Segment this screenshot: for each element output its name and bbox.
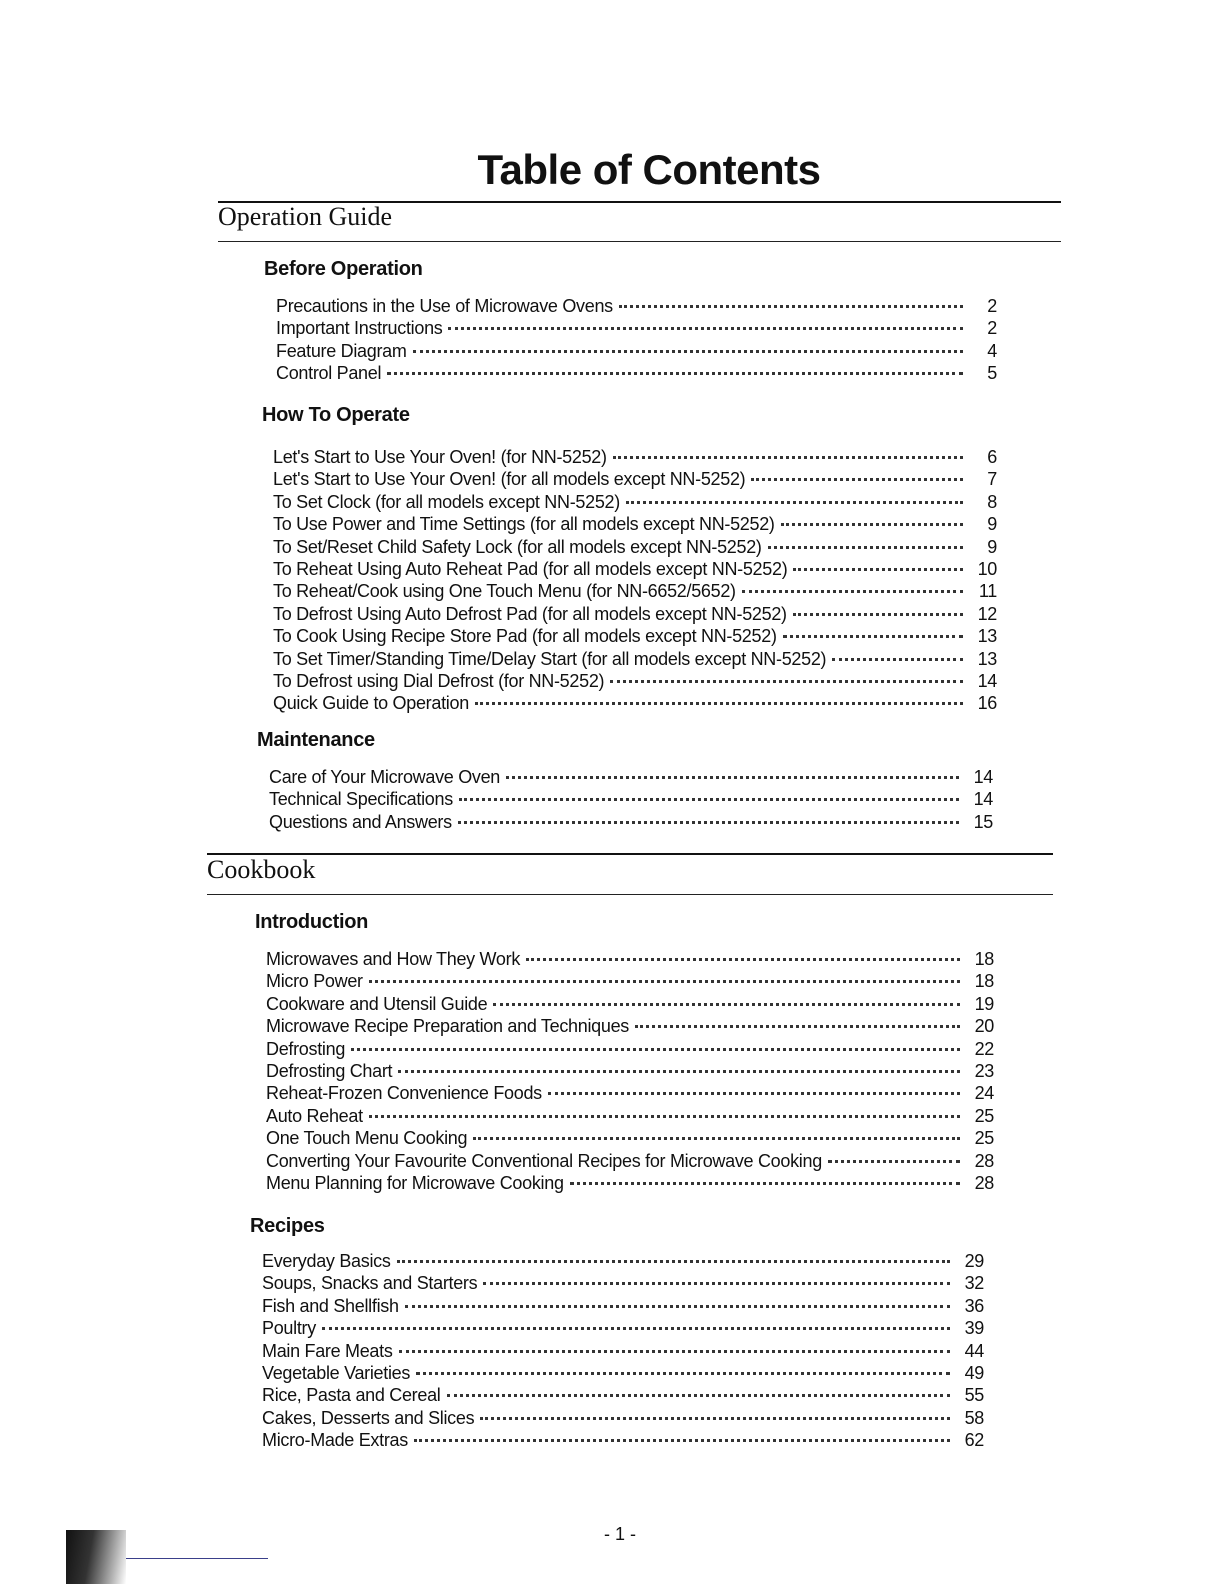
toc-entry-page: 11 xyxy=(978,581,997,602)
toc-entry xyxy=(269,788,993,810)
part-rule-bottom xyxy=(207,894,1053,895)
toc-entry xyxy=(276,340,997,362)
toc-entry-title: Microwave Recipe Preparation and Techniques xyxy=(266,1016,629,1037)
toc-entry xyxy=(266,970,994,992)
toc-entry xyxy=(262,1340,984,1362)
toc-dot-leader xyxy=(751,478,963,481)
toc-entry-page: 14 xyxy=(973,789,993,810)
toc-entry xyxy=(273,603,997,625)
toc-dot-leader xyxy=(526,958,960,961)
toc-entry-title: Let's Start to Use Your Oven! (for NN-5252) xyxy=(273,447,607,467)
toc-entry xyxy=(266,948,994,970)
toc-entry-title: Converting Your Favourite Conventional Recipes for Microwave Cooking xyxy=(266,1150,822,1171)
toc-dot-leader xyxy=(447,1394,951,1397)
toc-dot-leader xyxy=(506,776,959,779)
section-heading-recipes: Recipes xyxy=(250,1215,325,1237)
toc-entry-title: To Set/Reset Child Safety Lock (for all models except NN-5252) xyxy=(273,536,762,557)
part-rule-top xyxy=(207,853,1053,855)
toc-entry-page: 4 xyxy=(987,340,997,361)
toc-entry xyxy=(273,513,997,535)
part-rule-bottom xyxy=(218,241,1061,242)
toc-entry xyxy=(276,295,997,317)
toc-entry-page: 49 xyxy=(964,1362,984,1383)
toc-dot-leader xyxy=(610,680,963,683)
toc-entry-title: Defrosting xyxy=(266,1038,346,1059)
toc-dot-leader xyxy=(448,327,963,330)
toc-entry-page: 2 xyxy=(987,318,997,339)
toc-entry-title: Let's Start to Use Your Oven! (for all models except NN-5252) xyxy=(273,469,746,490)
toc-entry-page: 39 xyxy=(964,1318,984,1339)
toc-entry-title: Auto Reheat xyxy=(266,1105,363,1126)
toc-entry-title: To Defrost Using Auto Defrost Pad (for all models except NN-5252) xyxy=(273,603,787,624)
toc-entry xyxy=(266,1060,994,1082)
toc-entry xyxy=(266,1105,994,1127)
toc-entry-title: Cookware and Utensil Guide xyxy=(266,993,488,1014)
toc-entry-page: 36 xyxy=(964,1295,984,1316)
toc-entry-page: 9 xyxy=(987,536,997,557)
toc-entry xyxy=(266,1082,994,1104)
section-heading-introduction: Introduction xyxy=(255,911,369,933)
toc-entry xyxy=(269,811,993,833)
toc-entry-page: 14 xyxy=(973,767,993,787)
toc-entry-page: 8 xyxy=(987,491,997,512)
toc-dot-leader xyxy=(387,372,963,375)
toc-dot-leader xyxy=(635,1025,960,1028)
toc-entry-page: 5 xyxy=(987,363,997,384)
part-header-cookbook: Cookbook xyxy=(207,855,316,884)
toc-entry xyxy=(273,692,997,714)
toc-entry xyxy=(266,1038,994,1060)
toc-entry-title: Microwaves and How They Work xyxy=(266,949,521,969)
toc-dot-leader xyxy=(793,613,963,616)
toc-entry xyxy=(273,491,997,513)
toc-entry-page: 32 xyxy=(964,1273,984,1294)
toc-entry-page: 20 xyxy=(974,1016,994,1037)
toc-dot-leader xyxy=(483,1282,950,1285)
toc-entry xyxy=(269,766,993,788)
toc-entry-page: 2 xyxy=(987,296,997,316)
toc-dot-leader xyxy=(783,635,963,638)
toc-entry-page: 23 xyxy=(974,1060,994,1081)
toc-entry-page: 16 xyxy=(977,693,997,714)
toc-entry-title: Precautions in the Use of Microwave Ovens xyxy=(276,296,613,316)
toc-entry xyxy=(262,1384,984,1406)
section-heading-maintenance: Maintenance xyxy=(257,729,375,751)
toc-dot-leader xyxy=(832,658,963,661)
toc-dot-leader xyxy=(475,702,963,705)
toc-entry-title: One Touch Menu Cooking xyxy=(266,1128,468,1149)
toc-dot-leader xyxy=(768,546,963,549)
toc-entry-title: Care of Your Microwave Oven xyxy=(269,767,501,787)
toc-entry xyxy=(266,1015,994,1037)
toc-dot-leader xyxy=(793,568,963,571)
toc-entry-page: 25 xyxy=(974,1128,994,1149)
toc-dot-leader xyxy=(619,305,963,308)
toc-entry-title: To Use Power and Time Settings (for all models except NN-5252) xyxy=(273,514,775,535)
toc-dot-leader xyxy=(414,1439,950,1442)
toc-dot-leader xyxy=(473,1137,960,1140)
toc-entry xyxy=(273,446,997,468)
toc-entry-page: 28 xyxy=(974,1150,994,1171)
toc-entry-title: To Reheat Using Auto Reheat Pad (for all models except NN-5252) xyxy=(273,558,788,579)
toc-entry-title: Defrosting Chart xyxy=(266,1060,393,1081)
toc-entry-title: To Cook Using Recipe Store Pad (for all models except NN-5252) xyxy=(273,626,777,647)
toc-entry-page: 55 xyxy=(964,1385,984,1406)
toc-dot-leader xyxy=(570,1182,960,1185)
section-heading-how-to-operate: How To Operate xyxy=(262,404,410,426)
toc-dot-leader xyxy=(613,456,963,459)
toc-list-how-to-operate xyxy=(273,446,997,715)
toc-dot-leader xyxy=(493,1003,960,1006)
toc-dot-leader xyxy=(742,590,963,593)
toc-entry xyxy=(273,468,997,490)
toc-entry-title: Reheat-Frozen Convenience Foods xyxy=(266,1083,542,1104)
toc-entry-title: To Defrost using Dial Defrost (for NN-5252) xyxy=(273,670,605,691)
toc-dot-leader xyxy=(480,1417,950,1420)
toc-dot-leader xyxy=(322,1327,950,1330)
toc-entry xyxy=(273,670,997,692)
toc-entry-page: 18 xyxy=(974,971,994,992)
toc-list-introduction xyxy=(266,948,994,1194)
page-number: - 1 - xyxy=(604,1524,637,1544)
toc-entry-title: Important Instructions xyxy=(276,318,443,339)
toc-entry xyxy=(273,625,997,647)
toc-entry-page: 29 xyxy=(964,1251,984,1271)
toc-entry-page: 14 xyxy=(977,670,997,691)
toc-entry-title: To Reheat/Cook using One Touch Menu (for NN-6652/5652) xyxy=(273,581,736,602)
toc-entry-page: 62 xyxy=(964,1430,984,1451)
toc-entry-title: Vegetable Varieties xyxy=(262,1362,411,1383)
toc-entry-page: 10 xyxy=(977,558,997,579)
toc-entry-page: 6 xyxy=(987,447,997,467)
toc-entry xyxy=(273,648,997,670)
toc-entry xyxy=(273,536,997,558)
toc-entry xyxy=(276,362,997,384)
toc-entry xyxy=(273,580,997,602)
toc-entry-page: 15 xyxy=(973,811,993,832)
toc-dot-leader xyxy=(458,821,959,824)
toc-dot-leader xyxy=(397,1260,950,1263)
toc-entry-title: Micro-Made Extras xyxy=(262,1430,408,1451)
toc-entry-title: Questions and Answers xyxy=(269,811,452,832)
toc-entry-title: Fish and Shellfish xyxy=(262,1295,399,1316)
toc-entry xyxy=(262,1407,984,1429)
toc-entry-title: Quick Guide to Operation xyxy=(273,693,469,714)
toc-entry-title: Technical Specifications xyxy=(269,789,453,810)
toc-entry-page: 58 xyxy=(964,1407,984,1428)
toc-entry xyxy=(262,1250,984,1272)
part-header-operation-guide: Operation Guide xyxy=(218,202,393,231)
toc-entry-page: 28 xyxy=(974,1172,994,1193)
toc-dot-leader xyxy=(351,1048,960,1051)
toc-entry-title: Poultry xyxy=(262,1318,316,1339)
toc-entry-title: Micro Power xyxy=(266,971,363,992)
toc-dot-leader xyxy=(398,1070,960,1073)
toc-entry xyxy=(262,1295,984,1317)
toc-entry-page: 25 xyxy=(974,1105,994,1126)
toc-list-before-operation xyxy=(276,295,997,385)
toc-entry-page: 24 xyxy=(974,1083,994,1104)
toc-dot-leader xyxy=(781,523,963,526)
toc-entry xyxy=(262,1317,984,1339)
toc-list-maintenance xyxy=(269,766,993,833)
toc-list-recipes xyxy=(262,1250,984,1452)
toc-dot-leader xyxy=(626,501,963,504)
toc-entry-page: 13 xyxy=(977,626,997,647)
section-heading-before-operation: Before Operation xyxy=(264,258,423,280)
toc-entry-page: 22 xyxy=(974,1038,994,1059)
toc-entry-page: 7 xyxy=(987,469,997,490)
toc-entry-title: Control Panel xyxy=(276,363,382,384)
toc-entry-page: 13 xyxy=(977,648,997,669)
toc-dot-leader xyxy=(405,1305,950,1308)
toc-entry-title: Soups, Snacks and Starters xyxy=(262,1273,478,1294)
toc-dot-leader xyxy=(828,1160,960,1163)
toc-entry-page: 12 xyxy=(977,603,997,624)
toc-entry xyxy=(266,993,994,1015)
toc-dot-leader xyxy=(459,798,959,801)
toc-dot-leader xyxy=(399,1350,950,1353)
scan-artifact xyxy=(66,1530,126,1584)
toc-entry-page: 9 xyxy=(987,514,997,535)
toc-entry-title: Menu Planning for Microwave Cooking xyxy=(266,1172,564,1193)
toc-dot-leader xyxy=(416,1372,950,1375)
scan-artifact-line xyxy=(126,1558,268,1559)
toc-entry xyxy=(273,558,997,580)
toc-entry xyxy=(262,1362,984,1384)
toc-entry-title: To Set Clock (for all models except NN-5252) xyxy=(273,491,620,512)
toc-entry xyxy=(262,1272,984,1294)
toc-entry xyxy=(276,317,997,339)
toc-dot-leader xyxy=(369,1115,960,1118)
toc-entry xyxy=(266,1172,994,1194)
toc-entry-page: 44 xyxy=(964,1340,984,1361)
toc-entry-title: Everyday Basics xyxy=(262,1251,391,1271)
toc-dot-leader xyxy=(413,350,963,353)
toc-dot-leader xyxy=(369,980,960,983)
toc-entry-title: Rice, Pasta and Cereal xyxy=(262,1385,441,1406)
toc-entry xyxy=(266,1127,994,1149)
toc-entry-title: Main Fare Meats xyxy=(262,1340,393,1361)
toc-entry xyxy=(262,1429,984,1451)
toc-entry xyxy=(266,1150,994,1172)
toc-entry-page: 18 xyxy=(974,949,994,969)
toc-entry-title: Cakes, Desserts and Slices xyxy=(262,1407,475,1428)
toc-dot-leader xyxy=(548,1092,960,1095)
toc-entry-page: 19 xyxy=(974,993,994,1014)
toc-entry-title: To Set Timer/Standing Time/Delay Start (for all models except NN-5252) xyxy=(273,648,827,669)
page-title: Table of Contents xyxy=(477,146,821,194)
toc-entry-title: Feature Diagram xyxy=(276,340,407,361)
